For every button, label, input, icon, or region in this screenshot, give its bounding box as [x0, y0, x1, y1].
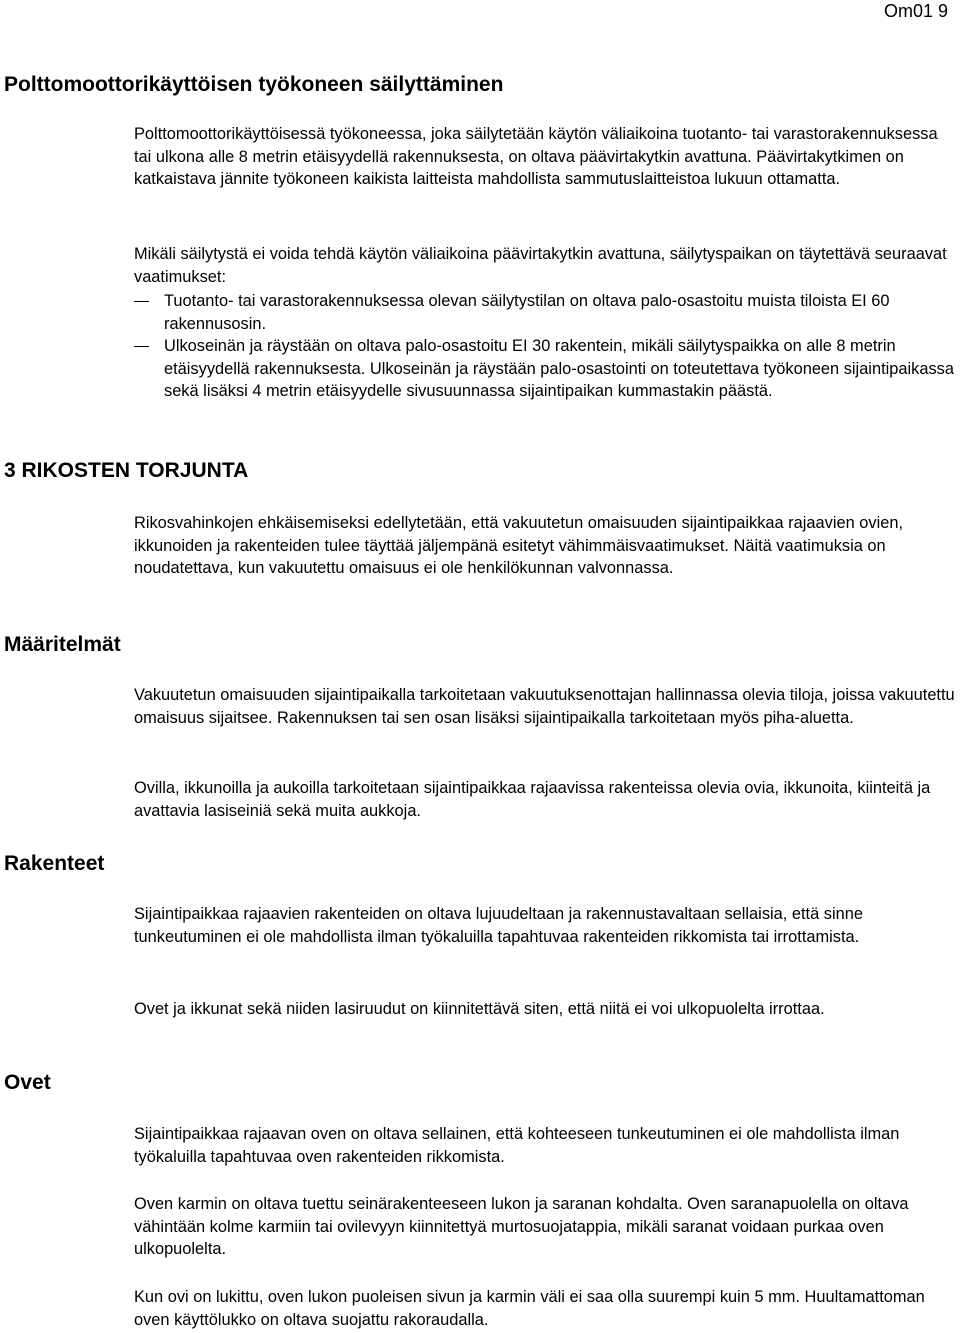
side-heading-structures: Rakenteet [4, 852, 105, 875]
burglary-intro-paragraph: Rikosvahinkojen ehkäisemiseksi edellytetään, että vakuutetun omaisuuden sijaintipaikkaa rajaavien ovien, ikkunoiden ja rakenteiden tulee täyttää jäljempänä esitetyt vähimmäisvaatimukset. Näitä vaatimuksia on noudatettava, kun vakuutettu omaisuus ei ole henkilökunnan valvonnassa. [134, 514, 903, 577]
list-item-text: Ulkoseinän ja räystään on oltava palo-osastoitu EI 30 rakentein, mikäli säilytyspaikka on alle 8 metrin etäisyydellä rakennuksesta. Ulkoseinän ja räystään palo-osastointi on toteutettava työkoneen sijaintipaikassa sekä lisäksi 4 metrin etäisyydelle sivusuunnassa sijaintipaikan kummastakin päästä. [164, 337, 954, 400]
dash-bullet [134, 301, 149, 302]
list-item [134, 290, 958, 335]
doors-paragraph-3: Kun ovi on lukittu, oven lukon puoleisen sivun ja karmin väli ei saa olla suurempi kuin 5 mm. Huultamattoman oven käyttölukko on oltava suojattu rakoraudalla. [134, 1288, 925, 1329]
list-item-text: Tuotanto- tai varastorakennuksessa olevan säilytystilan on oltava palo-osastoitu muista tiloista EI 60 rakennusosin. [164, 292, 890, 333]
section-title-storage: Polttomoottorikäyttöisen työkoneen säilyttäminen [4, 73, 504, 96]
doors-paragraph-1: Sijaintipaikkaa rajaavan oven on oltava sellainen, että kohteeseen tunkeutuminen ei ole mahdollista ilman työkaluilla tapahtuvaa oven rakenteiden rikkomista. [134, 1125, 900, 1166]
page-reference: Om01 9 [883, 1, 948, 21]
doors-paragraph-2: Oven karmin on oltava tuettu seinärakenteeseen lukon ja saranan kohdalta. Oven saranapuolella on oltava vähintään kolme karmiin tai ovilevyyn kiinnitettyä murtosuojatappia, mikäli saranat voidaan purkaa oven ulkopuolelta. [134, 1195, 909, 1258]
storage-paragraph-2: Mikäli säilytystä ei voida tehdä käytön väliaikoina päävirtakytkin avattuna, säilytyspaikan on täytettävä seuraavat vaatimukset: [134, 245, 947, 286]
list-item [134, 335, 958, 403]
side-heading-definitions: Määritelmät [4, 633, 121, 656]
storage-paragraph-1: Polttomoottorikäyttöisessä työkoneessa, joka säilytetään käytön väliaikoina tuotanto- tai varastorakennuksessa tai ulkona alle 8 metrin etäisyydellä rakennuksesta, on oltava päävirtakytkin avattuna. Päävirtakytkimen on katkaistava jännite työkoneen kaikista laitteista mahdollista sammutuslaitteistoa lukuun ottamatta. [134, 125, 938, 188]
side-heading-doors: Ovet [4, 1071, 51, 1094]
structures-paragraph-2: Ovet ja ikkunat sekä niiden lasiruudut on kiinnitettävä siten, että niitä ei voi ulkopuolelta irrottaa. [134, 1000, 825, 1018]
dash-bullet [134, 346, 149, 347]
definitions-paragraph-1: Vakuutetun omaisuuden sijaintipaikalla tarkoitetaan vakuutuksenottajan hallinnassa olevia tiloja, joissa vakuutettu omaisuus sijaitsee. Rakennuksen tai sen osan lisäksi sijaintipaikalla tarkoitetaan myös piha-aluetta. [134, 686, 955, 727]
section-title-burglary: 3 RIKOSTEN TORJUNTA [4, 459, 249, 482]
storage-requirements-list [134, 290, 958, 403]
structures-paragraph-1: Sijaintipaikkaa rajaavien rakenteiden on oltava lujuudeltaan ja rakennustavaltaan sellaisia, että sinne tunkeutuminen ei ole mahdollista ilman työkaluilla tapahtuvaa rakenteiden rikkomista tai irrottamista. [134, 905, 863, 946]
definitions-paragraph-2: Ovilla, ikkunoilla ja aukoilla tarkoitetaan sijaintipaikkaa rajaavissa rakenteissa olevia ovia, ikkunoita, kiinteitä ja avattavia lasiseiniä sekä muita aukkoja. [134, 779, 931, 820]
